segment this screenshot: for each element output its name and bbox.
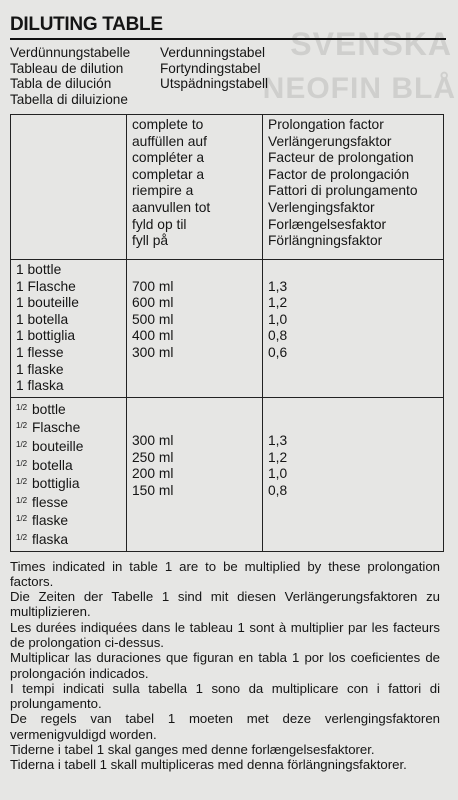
fraction-label: 1/2	[16, 458, 28, 468]
volume-value	[132, 262, 257, 279]
volume-value: 250 ml	[132, 449, 174, 465]
note-paragraph: Times indicated in table 1 are to be multiplied by these prolongation factors.	[10, 558, 440, 589]
fill-label: compléter a	[132, 150, 205, 166]
factor-value	[268, 400, 438, 417]
factor-label: Factor de prolongación	[268, 166, 410, 182]
table-row	[11, 260, 444, 398]
volume-value: 300 ml	[132, 432, 174, 448]
factor-value: 1,3	[268, 432, 288, 448]
volume-value	[132, 416, 257, 433]
container-name: Flasche	[31, 420, 81, 436]
page-title: DILUTING TABLE	[10, 14, 446, 40]
container-name: botella	[31, 457, 73, 473]
container-label: 1 botella	[16, 311, 69, 327]
container-name: flesse	[31, 494, 69, 510]
container-label: 1 bottle	[16, 262, 62, 277]
translation-value: Utspädningstabell	[160, 76, 269, 91]
container-label: 1 Flasche	[16, 278, 76, 294]
fraction-label: 1/2	[16, 532, 28, 542]
volume-value: 300 ml	[132, 344, 174, 360]
fill-label: fyld op til	[132, 216, 187, 232]
container-label	[16, 474, 121, 493]
factor-label: Verlängerungsfaktor	[268, 133, 392, 149]
translations-right-column	[160, 45, 446, 107]
header-fill-cell	[127, 115, 263, 260]
factor-value: 1,0	[268, 466, 288, 482]
factor-value: 1,0	[268, 311, 288, 327]
note-paragraph: Les durées indiquées dans le tableau 1 sont à multiplier par les facteurs de prolongation ci-dessus.	[10, 619, 440, 650]
volume-value: 700 ml	[132, 278, 174, 294]
diluting-table	[10, 114, 444, 552]
translation-label: Tabla de dilución	[10, 76, 112, 91]
factor-value: 0,8	[268, 482, 288, 498]
factor-value: 1,3	[268, 278, 288, 294]
container-name: bottle	[31, 401, 66, 417]
container-label: 1 flaske	[16, 361, 64, 377]
container-label: 1 bottiglia	[16, 328, 76, 344]
bleed-through-heading: SVENSKA	[290, 26, 452, 62]
title-translations	[10, 45, 446, 107]
factors-cell	[263, 260, 444, 398]
note-paragraph: Die Zeiten der Tabelle 1 sind mit diesen Verlängerungsfaktoren zu multiplizieren.	[10, 589, 440, 620]
factor-label: Fattori di prolungamento	[268, 183, 418, 199]
factor-value: 1,2	[268, 449, 288, 465]
container-name: flaska	[31, 531, 69, 547]
container-label	[16, 400, 121, 419]
table-row	[11, 397, 444, 551]
fill-label: aanvullen tot	[132, 199, 211, 215]
container-label	[16, 437, 121, 456]
volume-value: 600 ml	[132, 295, 174, 311]
container-label	[16, 511, 121, 530]
fill-label: fyll på	[132, 233, 169, 249]
factor-value: 1,2	[268, 295, 288, 311]
factor-value	[268, 416, 438, 433]
volume-value: 200 ml	[132, 466, 174, 482]
volume-value: 500 ml	[132, 311, 174, 327]
volume-value: 400 ml	[132, 328, 174, 344]
note-paragraph: Tiderna i tabell 1 skall multipliceras med denna förlängningsfaktorer.	[10, 757, 407, 773]
translation-label: Verdünnungstabelle	[10, 45, 131, 60]
fraction-label: 1/2	[16, 402, 28, 412]
containers-cell	[11, 397, 127, 551]
fill-label: complete to	[132, 117, 204, 132]
table-header-row	[11, 115, 444, 260]
factors-cell	[263, 397, 444, 551]
fraction-label: 1/2	[16, 514, 28, 524]
fraction-label: 1/2	[16, 477, 28, 487]
diluting-table-section	[10, 14, 446, 773]
fraction-label: 1/2	[16, 495, 28, 505]
volumes-cell	[127, 397, 263, 551]
container-label	[16, 530, 121, 549]
fill-label: riempire a	[132, 183, 194, 199]
fill-label: completar a	[132, 166, 205, 182]
header-empty-cell	[11, 115, 127, 260]
factor-value	[268, 262, 438, 279]
container-label	[16, 418, 121, 437]
translation-value	[160, 92, 446, 108]
container-label: 1 flesse	[16, 344, 64, 360]
translation-label: Tableau de dilution	[10, 60, 124, 76]
volume-value	[132, 400, 257, 417]
translation-value: Fortyndingstabel	[160, 60, 261, 76]
factor-value: 0,8	[268, 328, 288, 344]
factor-label: Verlengingsfaktor	[268, 199, 375, 215]
header-factor-cell	[263, 115, 444, 260]
container-label: 1 flaska	[16, 378, 64, 394]
container-label	[16, 456, 121, 475]
factor-label: Förlängningsfaktor	[268, 233, 383, 249]
translations-left-column	[10, 45, 160, 107]
note-paragraph: De regels van tabel 1 moeten met deze verlengingsfaktoren vermenigvuldigd worden.	[10, 711, 440, 742]
fraction-label: 1/2	[16, 421, 28, 431]
container-name: flaske	[31, 513, 69, 529]
container-label	[16, 493, 121, 512]
factor-label: Prolongation factor	[268, 117, 384, 132]
factor-label: Facteur de prolongation	[268, 150, 414, 166]
note-paragraph: I tempi indicati sulla tabella 1 sono da multiplicare con i fattori di prolungamento.	[10, 680, 440, 712]
factor-value: 0,6	[268, 344, 288, 360]
bleed-through-subheading: NEOFIN BLÅ	[262, 72, 456, 105]
note-paragraph: Multiplicar las duraciones que figuran en tabla 1 por los coeficientes de prolongación indicados.	[10, 650, 440, 681]
container-label: 1 bouteille	[16, 295, 79, 311]
container-name: bouteille	[31, 438, 84, 454]
fraction-label: 1/2	[16, 439, 28, 449]
containers-cell	[11, 260, 127, 398]
multiplication-notes	[10, 559, 440, 773]
volume-value: 150 ml	[132, 482, 174, 498]
factor-label: Forlængelsesfaktor	[268, 216, 387, 232]
translation-label: Tabella di diluizione	[10, 91, 128, 107]
note-paragraph: Tiderne i tabel 1 skal ganges med denne forlængelsesfaktorer.	[10, 742, 375, 758]
volumes-cell	[127, 260, 263, 398]
fill-label: auffüllen auf	[132, 133, 207, 149]
container-name: bottiglia	[31, 476, 80, 492]
translation-value: Verdunningstabel	[160, 45, 266, 60]
